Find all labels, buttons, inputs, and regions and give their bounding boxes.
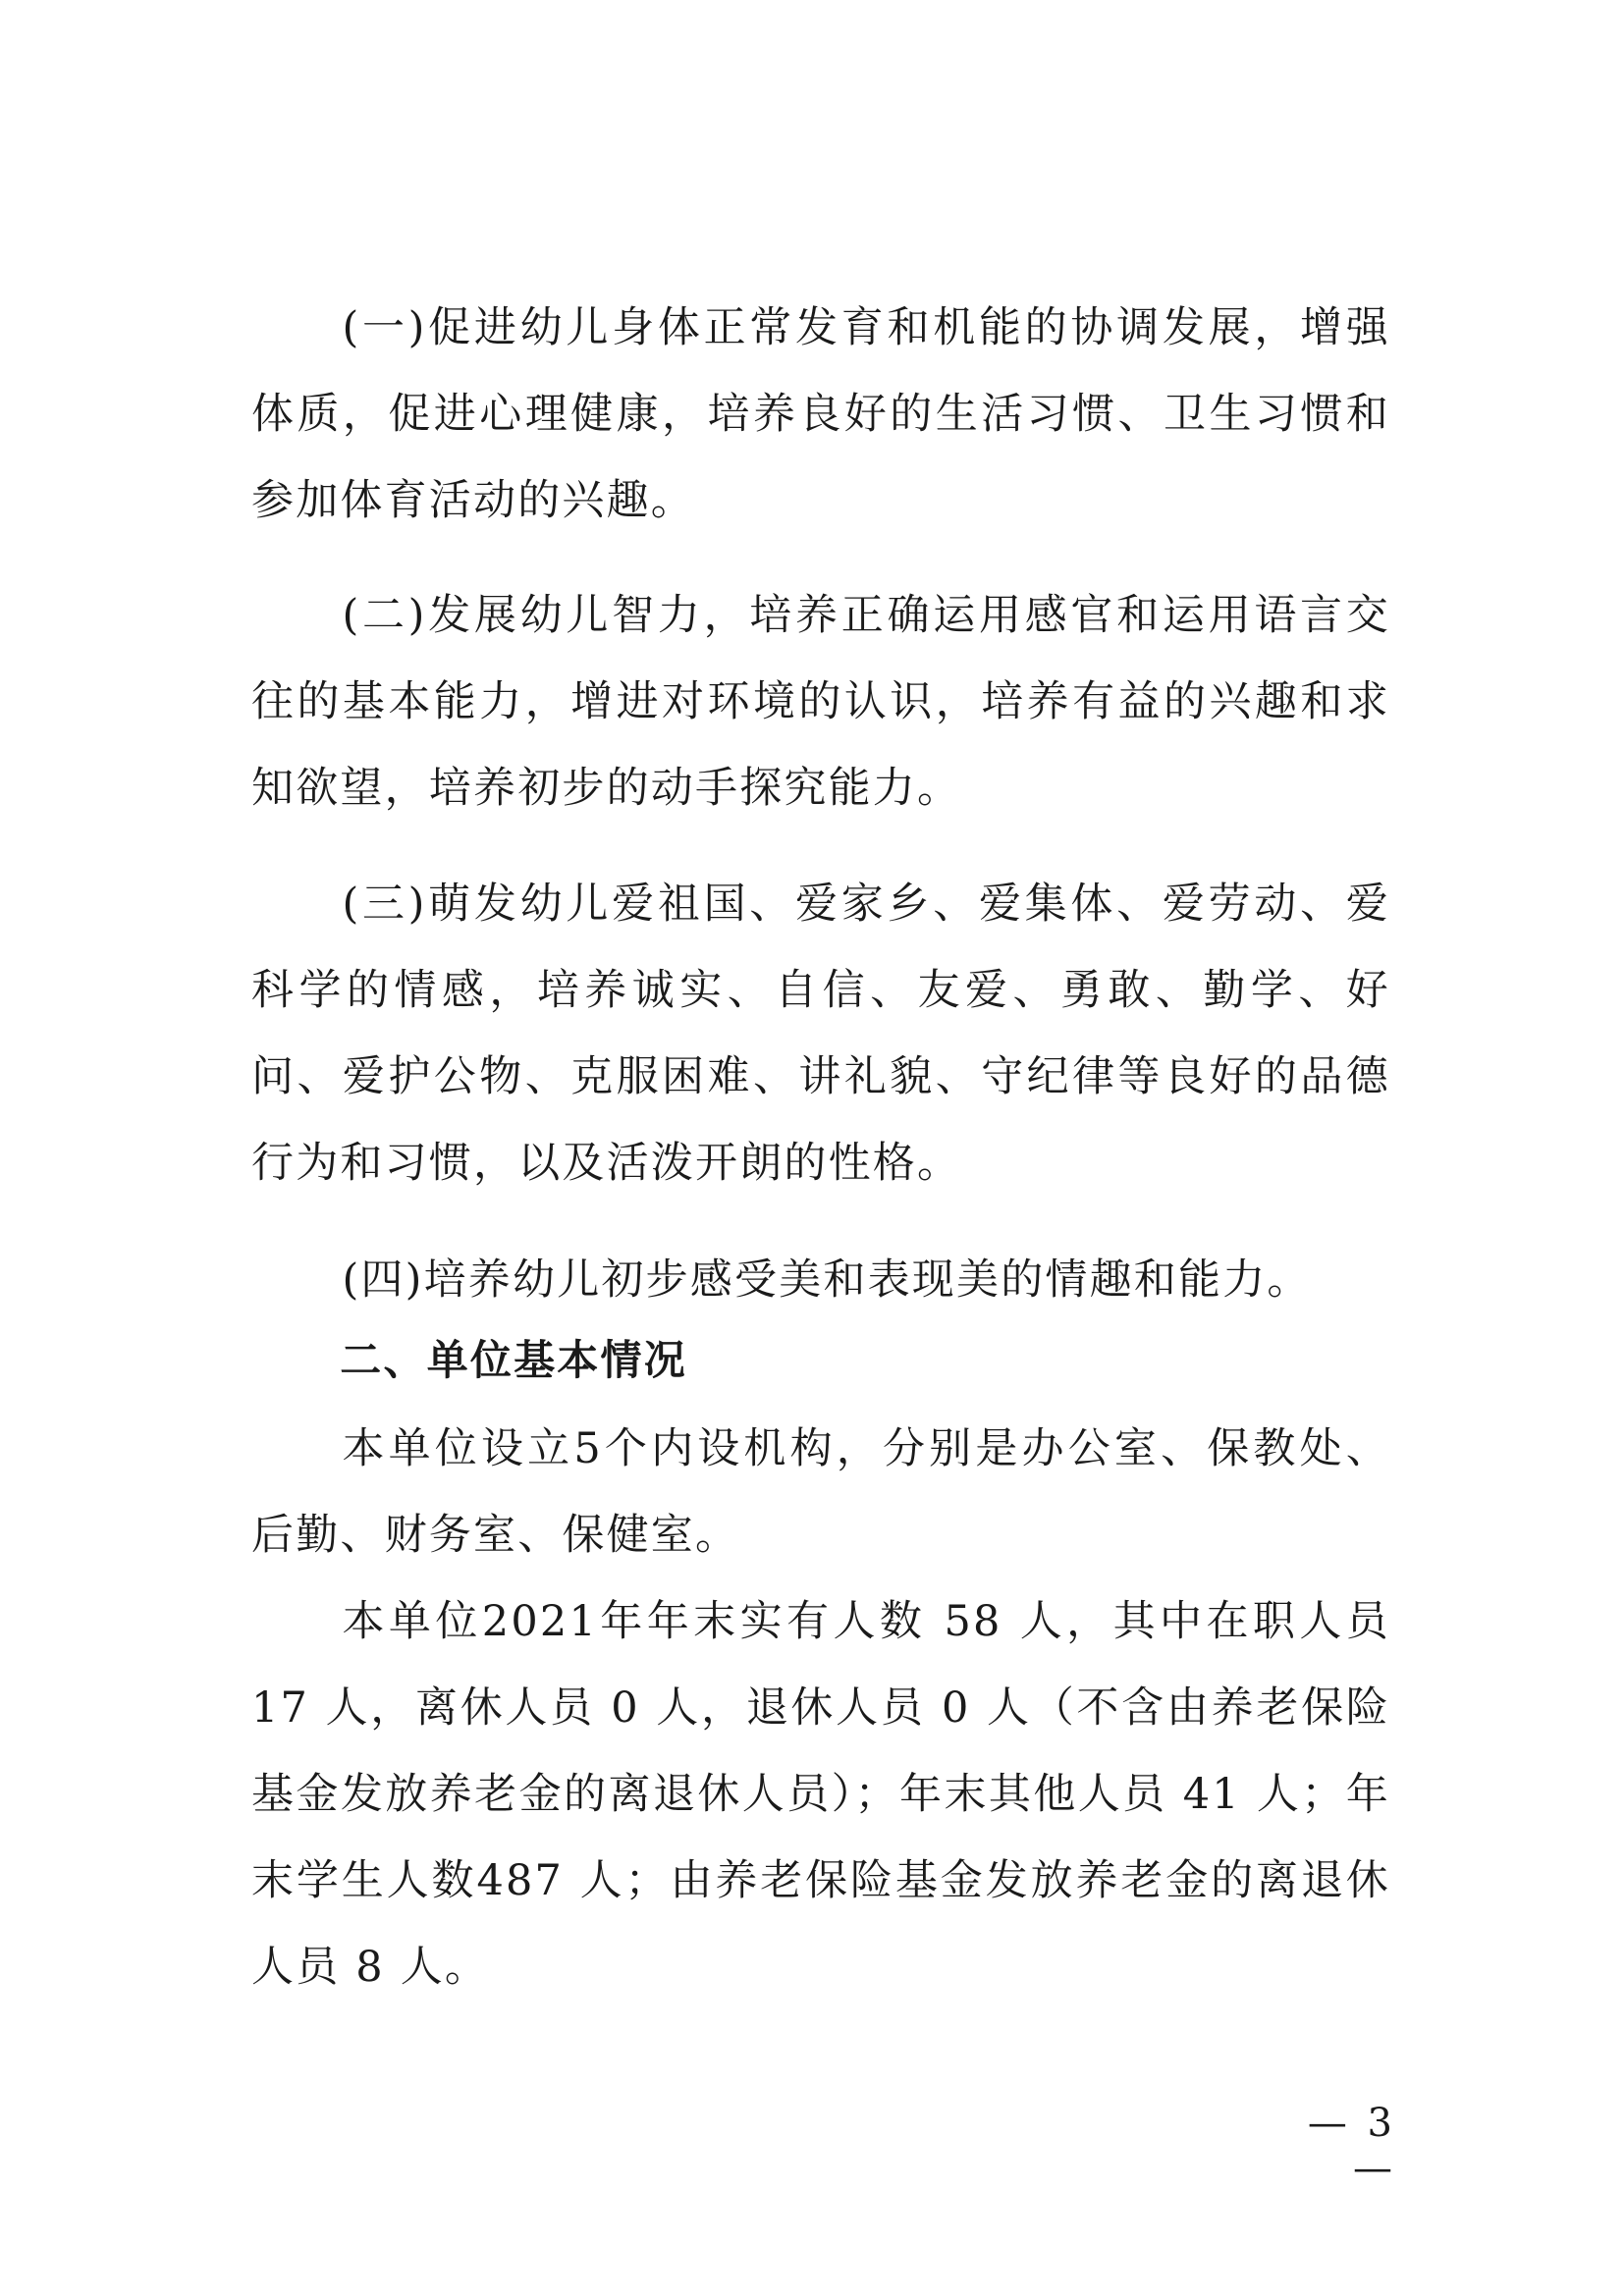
paragraph-goal-3: (三)萌发幼儿爱祖国、爱家乡、爱集体、爱劳动、爱科学的情感，培养诚实、自信、友爱、勇敢、勤学、好问、爱护公物、克服困难、讲礼貌、守纪律等良好的品德行为和习惯，以及活泼开朗的性格。 [251, 880, 1390, 1188]
paragraph-goal-1: (一)促进幼儿身体正常发育和机能的协调发展，增强体质，促进心理健康，培养良好的生活习惯、卫生习惯和参加体育活动的兴趣。 [251, 303, 1390, 525]
paragraph-goal-2: (二)发展幼儿智力，培养正确运用感官和运用语言交往的基本能力，增进对环境的认识，培养有益的兴趣和求知欲望，培养初步的动手探究能力。 [251, 591, 1390, 813]
page-number: — 3 — [1307, 2101, 1396, 2191]
paragraph-departments: 本单位设立5个内设机构，分别是办公室、保教处、后勤、财务室、保健室。 [251, 1424, 1390, 1560]
paragraph-goal-4: (四)培养幼儿初步感受美和表现美的情趣和能力。 [342, 1255, 1312, 1305]
paragraph-staff-count: 本单位2021年年末实有人数 58 人，其中在职人员 17 人，离休人员 0 人，退休人员 0 人（不含由养老保险基金发放养老金的离退休人员）；年末其他人员 41 人；年末学生人数487 人；由养老保险基金发放养老金的离退休人员 8 人。 [251, 1597, 1390, 1992]
section-heading: 二、单位基本情况 [340, 1336, 687, 1384]
